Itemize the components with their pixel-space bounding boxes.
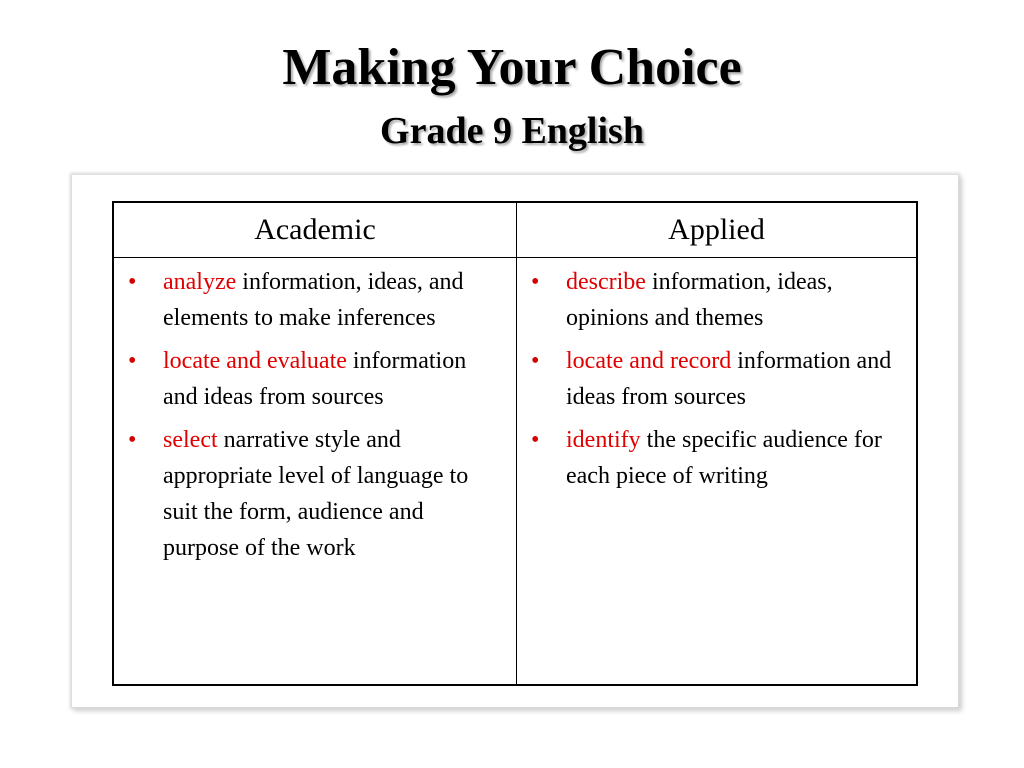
keyword: locate and evaluate xyxy=(163,348,347,374)
academic-list xyxy=(122,264,504,566)
keyword: analyze xyxy=(163,269,237,295)
keyword: select xyxy=(163,427,218,453)
item-text: the specific audience for each piece of writing xyxy=(566,427,882,489)
item-text: information and ideas from sources xyxy=(566,348,892,410)
keyword: identify xyxy=(566,427,641,453)
applied-list xyxy=(525,264,904,494)
slide-title: Making Your Choice xyxy=(282,39,742,96)
item-text: information, ideas, and elements to make inferences xyxy=(163,269,464,331)
list-item xyxy=(122,343,504,415)
list-item xyxy=(525,264,904,336)
header-academic: Academic xyxy=(114,203,517,258)
keyword: locate and record xyxy=(566,348,732,374)
academic-cell xyxy=(114,258,517,684)
list-item xyxy=(122,264,504,336)
applied-cell xyxy=(517,258,916,684)
list-item xyxy=(525,422,904,494)
slide-subtitle: Grade 9 English xyxy=(380,110,644,152)
item-text: narrative style and appropriate level of language to suit the form, audience and purpose of the work xyxy=(163,427,469,561)
item-text: information, ideas, opinions and themes xyxy=(566,269,833,331)
keyword: describe xyxy=(566,269,646,295)
list-item xyxy=(122,422,504,566)
comparison-table xyxy=(112,201,918,686)
header-applied: Applied xyxy=(517,203,916,258)
list-item xyxy=(525,343,904,415)
item-text: information and ideas from sources xyxy=(163,348,467,410)
